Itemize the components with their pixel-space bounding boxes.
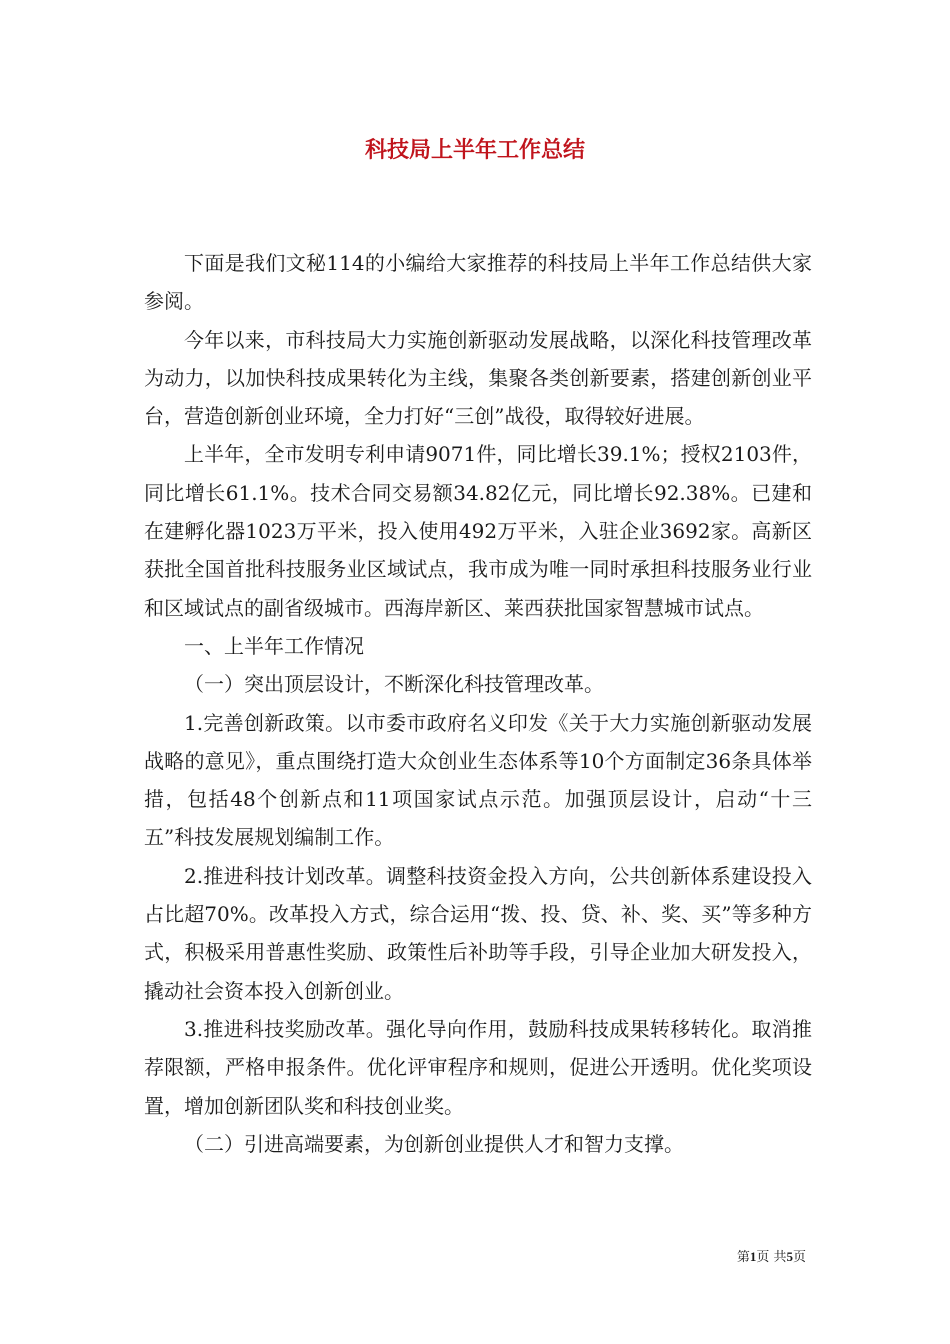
item-paragraph-3: 3.推进科技奖励改革。强化导向作用，鼓励科技成果转移转化。取消推荐限额，严格申报条件。优化评审程序和规则，促进公开透明。优化奖项设置，增加创新团队奖和科技创业奖。 <box>144 1016 812 1118</box>
subsection-heading-1: （一）突出顶层设计，不断深化科技管理改革。 <box>184 672 604 697</box>
intro-paragraph: 下面是我们文秘114的小编给大家推荐的科技局上半年工作总结供大家参阅。 <box>144 251 812 314</box>
section-heading-1: 一、上半年工作情况 <box>184 633 364 658</box>
document-body <box>144 244 812 1163</box>
total-pages-number: 5 <box>786 1249 793 1264</box>
item-paragraph-2: 2.推进科技计划改革。调整科技资金投入方向，公共创新体系建设投入占比超70%。改革投入方式，综合运用“拨、投、贷、补、奖、买”等多种方式，积极采用普惠性奖励、政策性后补助等手段，引导企业加大研发投入，撬动社会资本投入创新创业。 <box>144 863 812 1003</box>
document-title: 科技局上半年工作总结 <box>364 137 585 163</box>
footer-prefix: 第 <box>736 1250 750 1265</box>
footer-suffix: 页 <box>792 1250 806 1265</box>
current-page-number: 1 <box>749 1249 757 1264</box>
overview-paragraph: 今年以来，市科技局大力实施创新驱动发展战略，以深化科技管理改革为动力，以加快科技成果转化为主线，集聚各类创新要素，搭建创新创业平台，营造创新创业环境，全力打好“三创”战役，取得较好进展。 <box>144 327 812 429</box>
page-footer <box>737 1246 806 1265</box>
item-paragraph-1: 1.完善创新政策。以市委市政府名义印发《关于大力实施创新驱动发展战略的意见》，重点围绕打造大众创业生态体系等10个方面制定36条具体举措，包括48个创新点和11项国家试点示范。加强顶层设计，启动“十三五”科技发展规划编制工作。 <box>144 710 812 850</box>
subsection-heading-2: （二）引进高端要素，为创新创业提供人才和智力支撑。 <box>184 1131 684 1156</box>
footer-middle: 页 共 <box>756 1250 787 1265</box>
statistics-paragraph: 上半年，全市发明专利申请9071件，同比增长39.1%；授权2103件，同比增长61.1%。技术合同交易额34.82亿元，同比增长92.38%。已建和在建孵化器1023万平米，投入使用492万平米，入驻企业3692家。高新区获批全国首批科技服务业区域试点，我市成为唯一同时承担科技服务业行业和区域试点的副省级城市。西海岸新区、莱西获批国家智慧城市试点。 <box>144 442 812 620</box>
